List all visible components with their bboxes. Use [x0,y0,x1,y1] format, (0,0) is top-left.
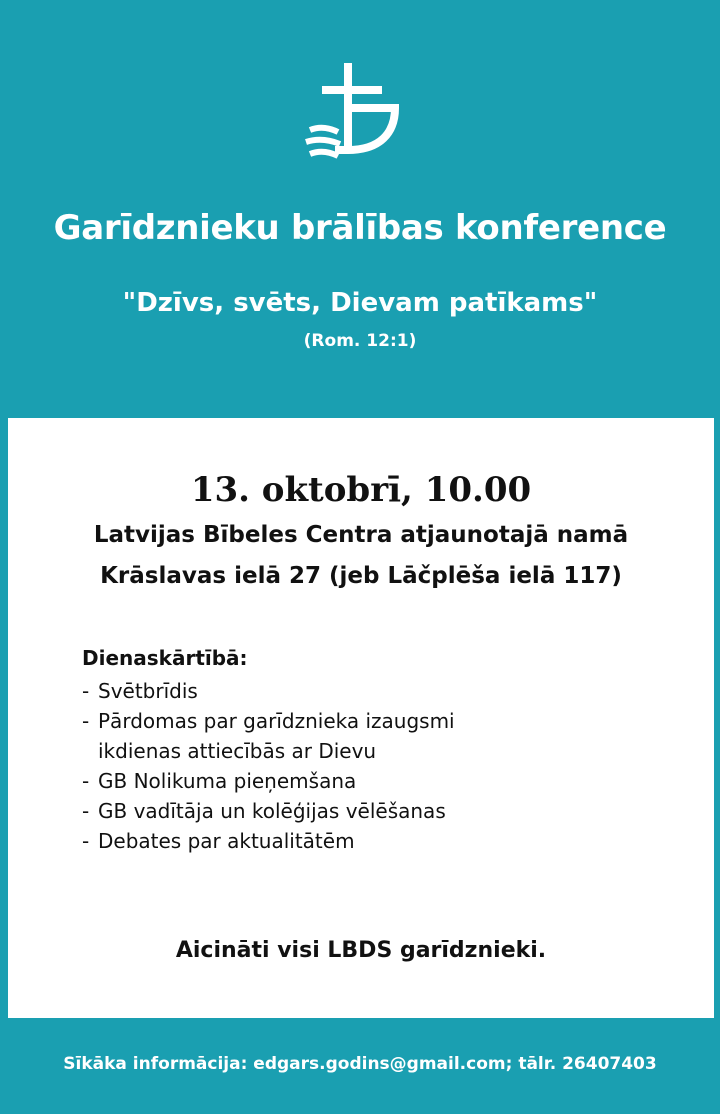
conference-title: Garīdznieku brālības konference [53,208,667,248]
agenda-item [82,796,455,826]
agenda-item-text: Svētbrīdis [98,679,198,703]
scripture-reference: (Rom. 12:1) [303,331,417,351]
agenda-item-text: Debates par aktualitātēm [98,829,355,853]
invitation-text: Aicināti visi LBDS garīdznieki. [175,938,547,963]
agenda-item-continuation: ikdienas attiecībās ar Dievu [98,739,377,763]
agenda-list [82,676,455,856]
agenda-item [82,826,455,856]
header-band [0,0,720,418]
venue-line-2: Krāslavas ielā 27 (jeb Lāčplēša ielā 117) [100,563,622,589]
agenda-title: Dienaskārtībā: [82,646,248,670]
agenda-item [82,706,455,736]
agenda-item [82,766,455,796]
info-card [8,418,714,1018]
contact-info: Sīkāka informācija: edgars.godins@gmail.com; tālr. 26407403 [63,1054,657,1074]
agenda-item-text: Pārdomas par garīdznieka izaugsmi [98,709,455,733]
bullet-dash: - [82,829,90,853]
venue-line-1: Latvijas Bībeles Centra atjaunotajā namā [93,522,629,548]
bullet-dash: - [82,769,90,793]
bullet-dash: - [82,709,90,733]
agenda-item [82,676,455,706]
agenda-item-text: GB vadītāja un kolēģijas vēlēšanas [98,799,446,823]
bullet-dash: - [82,799,90,823]
agenda [82,646,455,856]
bullet-dash: - [82,679,90,703]
event-date-time: 13. oktobrī, 10.00 [190,470,532,510]
agenda-item-text: GB Nolikuma pieņemšana [98,769,357,793]
cross-boat-icon [300,58,405,168]
conference-theme: "Dzīvs, svēts, Dievam patīkams" [122,288,598,318]
